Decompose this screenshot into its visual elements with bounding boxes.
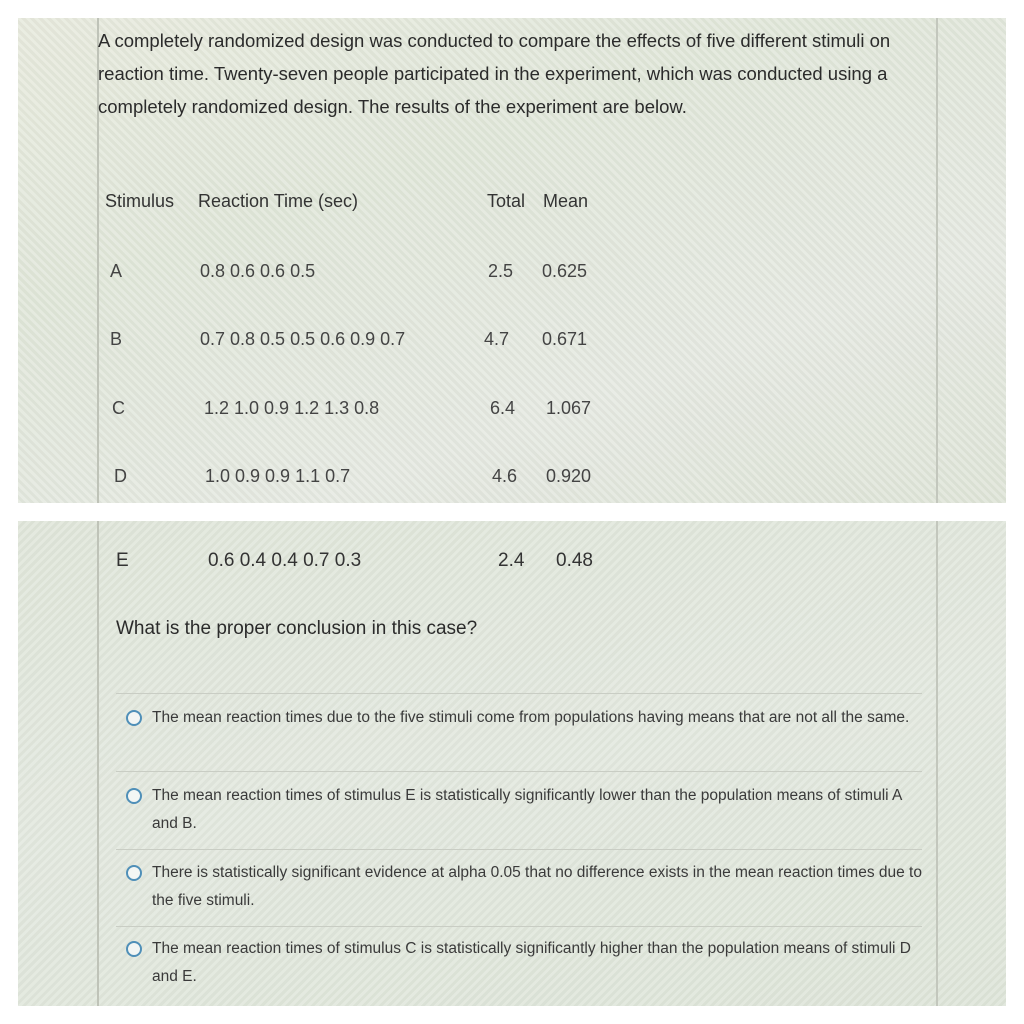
question-text: A completely randomized design was conducted to compare the effects of five different stimuli on reaction time. Twenty-seven people participated in the experiment, which was conducted using a completely randomized design. The results of the experiment are below.	[98, 30, 891, 117]
frame-border-left	[97, 521, 99, 1006]
row-b-mean: 0.671	[542, 329, 588, 349]
options-divider	[116, 849, 922, 850]
header-stimulus: Stimulus	[105, 191, 175, 211]
answer-option-2-text: The mean reaction times of stimulus E is statistically significantly lower than the population means of stimuli A and B.	[152, 787, 902, 832]
row-c-total: 6.4	[490, 398, 516, 418]
row-b-times: 0.7 0.8 0.5 0.5 0.6 0.9 0.7	[200, 329, 406, 349]
answer-option-3[interactable]	[126, 859, 926, 919]
row-b-total: 4.7	[484, 329, 510, 349]
radio-button-icon[interactable]	[126, 941, 142, 957]
row-c-times: 1.2 1.0 0.9 1.2 1.3 0.8	[204, 398, 380, 418]
options-divider	[116, 771, 922, 772]
row-e-stimulus: E	[116, 550, 129, 571]
row-d-times: 1.0 0.9 0.9 1.1 0.7	[205, 466, 351, 486]
row-b-stimulus: B	[110, 329, 123, 349]
question-panel-bottom	[18, 521, 1006, 1006]
radio-button-icon[interactable]	[126, 788, 142, 804]
radio-button-icon[interactable]	[126, 710, 142, 726]
options-divider	[116, 693, 922, 694]
frame-border-right	[936, 18, 938, 503]
answer-option-1-text: The mean reaction times due to the five stimuli come from populations having means that are not all the same.	[152, 709, 910, 726]
row-e-total: 2.4	[498, 550, 525, 571]
row-d-total: 4.6	[492, 466, 518, 486]
answer-option-1[interactable]	[126, 704, 926, 764]
header-mean: Mean	[543, 191, 589, 211]
header-total: Total	[487, 191, 526, 211]
row-a-total: 2.5	[488, 261, 514, 281]
row-a-times: 0.8 0.6 0.6 0.5	[200, 261, 316, 281]
row-e-times: 0.6 0.4 0.4 0.7 0.3	[208, 550, 362, 571]
answer-option-2[interactable]	[126, 782, 926, 842]
row-a-mean: 0.625	[542, 261, 588, 281]
question-panel-top	[18, 18, 1006, 503]
row-c-mean: 1.067	[546, 398, 592, 418]
answer-option-4-text: The mean reaction times of stimulus C is statistically significantly higher than the population means of stimuli D and E.	[152, 940, 911, 985]
row-d-mean: 0.920	[546, 466, 592, 486]
row-d-stimulus: D	[114, 466, 127, 486]
header-reaction-time: Reaction Time (sec)	[198, 191, 359, 211]
question-prompt: What is the proper conclusion in this case?	[116, 618, 478, 639]
options-divider	[116, 926, 922, 927]
answer-option-4[interactable]	[126, 935, 926, 995]
row-a-stimulus: A	[110, 261, 123, 281]
radio-button-icon[interactable]	[126, 865, 142, 881]
frame-border-right	[936, 521, 938, 1006]
row-c-stimulus: C	[112, 398, 125, 418]
row-e-mean: 0.48	[556, 550, 593, 571]
answer-option-3-text: There is statistically significant evidence at alpha 0.05 that no difference exists in the mean reaction times due to the five stimuli.	[152, 864, 922, 909]
